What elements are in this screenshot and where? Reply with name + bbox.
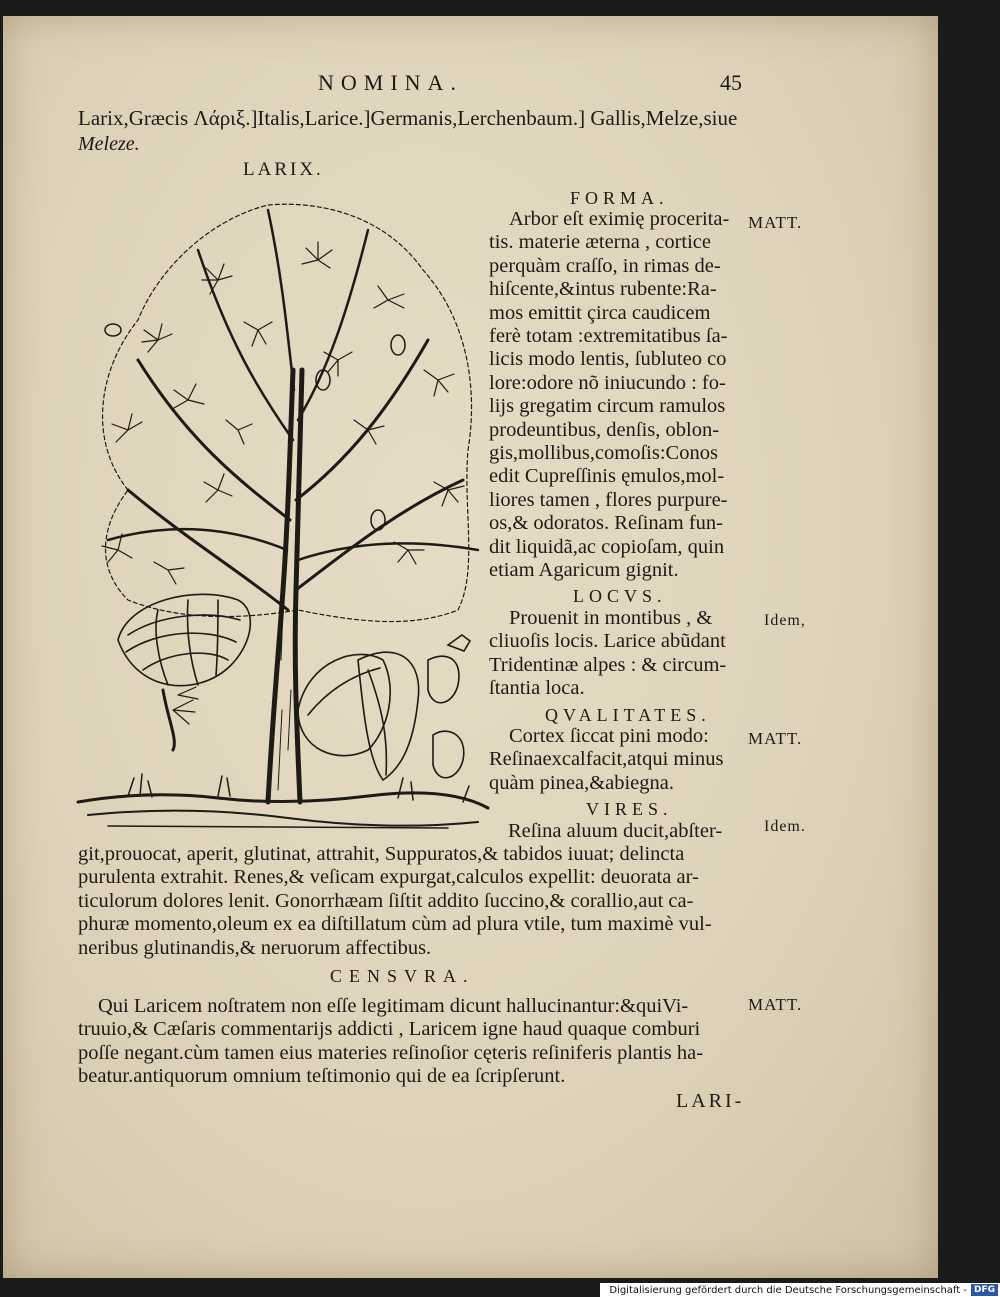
text-line: perquàm craſſo, in rimas de-	[489, 254, 721, 277]
text-line: licis modo lentis, ſubluteo co	[489, 348, 727, 371]
text-line: git,prouocat, aperit, glutinat, attrahit, Suppuratos,& tabidos iuuat; delincta	[78, 843, 685, 865]
heading-vires: VIRES.	[586, 799, 673, 819]
text-line: lore:odore nõ iniucundo : fo-	[489, 371, 726, 394]
text-line: Prouenit in montibus , &	[509, 607, 713, 629]
text-line: purulenta extrahit. Renes,& veſicam expurgat,calculos expellit: deuorata ar-	[78, 866, 699, 889]
qualitates-text	[489, 725, 724, 795]
margin-note: MATT.	[748, 995, 803, 1014]
locus-text	[489, 607, 726, 701]
text-line: Cortex ſiccat pini modo:	[509, 725, 709, 747]
larch-tree-woodcut	[68, 190, 493, 842]
figure-caption: LARIX.	[243, 159, 324, 180]
text-line: lijs gregatim circum ramulos	[489, 395, 726, 418]
text-line: gis,mollibus,comoſis:Conos	[489, 442, 718, 465]
heading-locus: LOCVS.	[573, 586, 667, 606]
text-line: etiam Agaricum gignit.	[489, 559, 679, 582]
text-line: beatur.antiquorum omnium teſtimonio qui de ea ſcripſerunt.	[78, 1065, 566, 1088]
text-line: Qui Laricem noſtratem non eſſe legitimam dicunt hallucinantur:&quiVi-	[98, 995, 689, 1017]
text-line: hiſcente,&intus rubente:Ra-	[489, 278, 717, 301]
text-line: dit liquidã,ac copioſam, quin	[489, 535, 725, 558]
text-line: os,& odoratos. Reſinam fun-	[489, 512, 724, 535]
vires-first-line: Reſina aluum ducit,abſter-	[508, 820, 723, 842]
margin-note: MATT.	[748, 729, 803, 748]
vires-text	[78, 843, 712, 960]
forma-text	[489, 208, 729, 583]
text-line: prodeuntibus, denſis, oblon-	[489, 418, 720, 441]
text-line: tis. materie æterna , cortice	[489, 231, 711, 254]
text-line: Reſinaexcalfacit,atqui minus	[489, 748, 724, 771]
text-line: quàm pinea,&abiegna.	[489, 771, 675, 794]
page-number: 45	[720, 70, 742, 95]
catchword: LARI-	[676, 1090, 745, 1112]
text-line: edit Cupreſſinis ęmulos,mol-	[489, 465, 725, 488]
margin-note: MATT.	[748, 213, 803, 232]
text-line: ticulorum dolores lenit. Gonorrhæam ſiſtit addito ſuccino,& corallio,aut ca-	[78, 889, 694, 912]
text-line: Arbor eſt eximię procerita-	[509, 208, 730, 230]
margin-note: Idem.	[764, 818, 806, 835]
text-line: truuio,& Cæſaris commentarijs addicti , Laricem igne haud quaque comburi	[78, 1018, 701, 1041]
digitization-credit-bar	[600, 1283, 1000, 1297]
text-line: poſſe negant.cùm tamen eius materies reſinoſior cęteris reſiniferis plantis ha-	[78, 1041, 704, 1064]
text-line: ferè totam :extremitatibus ſa-	[489, 325, 728, 348]
text-line: neribus glutinandis,& neruorum affectibus.	[78, 936, 432, 959]
credit-text: Digitalisierung gefördert durch die Deutsche Forschungsgemeinschaft -	[609, 1284, 967, 1296]
text-line: mos emittit çirca caudicem	[489, 301, 711, 324]
heading-forma: FORMA.	[570, 188, 669, 208]
dfg-logo-icon: DFG	[971, 1284, 998, 1296]
heading-censura: CENSVRA.	[330, 966, 475, 986]
margin-note: Idem,	[764, 612, 806, 629]
running-head: NOMINA.	[318, 70, 463, 95]
text-line: cliuoſis locis. Larice abũdant	[489, 630, 726, 653]
nomina-line-1: Larix,Græcis Λάριξ.]Italis,Larice.]Germanis,Lerchenbaum.] Gallis,Melze,siue	[78, 106, 738, 130]
nomina-line-2: Meleze.	[78, 133, 140, 155]
text-line: liores tamen , flores purpure-	[489, 488, 728, 511]
heading-qualitates: QVALITATES.	[545, 705, 711, 725]
censura-text	[78, 995, 703, 1089]
text-line: phuræ momento,oleum ex ea diſtillatum cùm ad plura vtile, tum maximè vul-	[78, 913, 712, 936]
text-line: Tridentinæ alpes : & circum-	[489, 653, 727, 676]
text-line: ſtantia loca.	[489, 677, 585, 700]
